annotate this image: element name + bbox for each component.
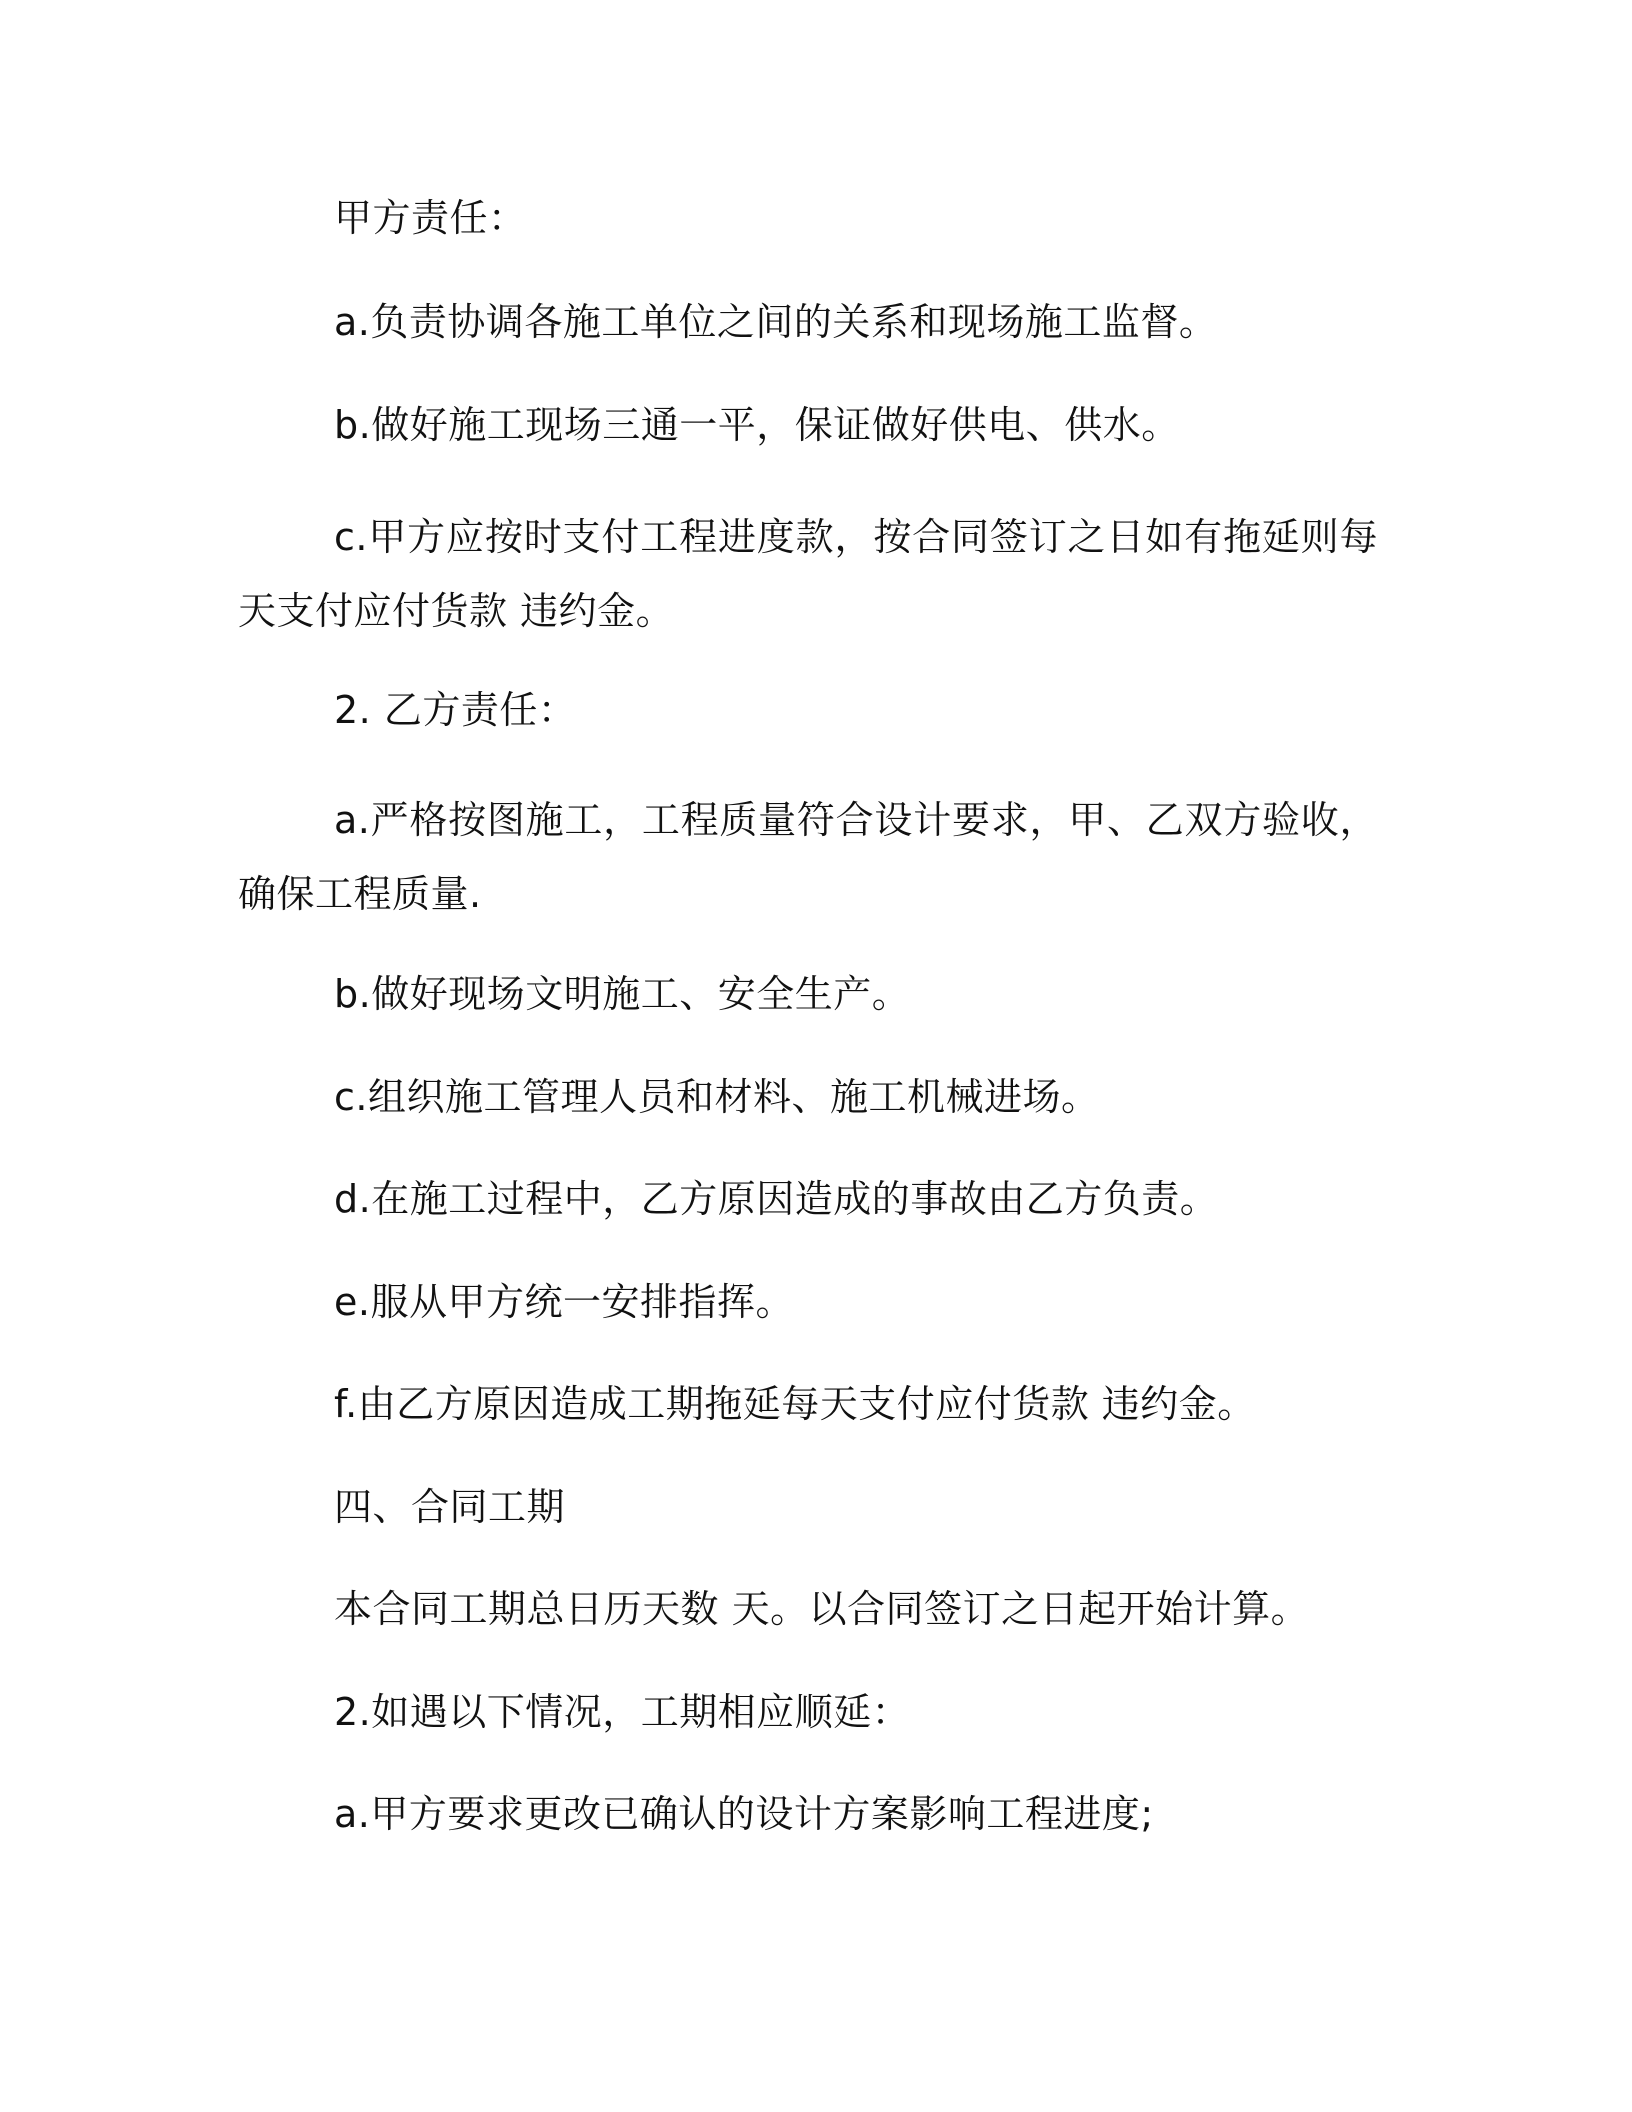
paragraph-party-a-item-c: c.甲方应按时支付工程进度款，按合同签订之日如有拖延则每天支付应付货款 违约金。 xyxy=(238,515,1378,633)
paragraph-contract-period-days: 本合同工期总日历天数 天。以合同签订之日起开始计算。 xyxy=(334,1587,1310,1631)
paragraph-party-b-item-c: c.组织施工管理人员和材料、施工机械进场。 xyxy=(334,1075,1100,1119)
section-contract-period-heading: 四、合同工期 xyxy=(334,1485,566,1529)
paragraph-party-b-item-d: d.在施工过程中，乙方原因造成的事故由乙方负责。 xyxy=(334,1177,1219,1221)
paragraph-party-b-item-b: b.做好现场文明施工、安全生产。 xyxy=(334,972,911,1016)
paragraph-party-b-heading: 2. 乙方责任： xyxy=(334,688,577,732)
paragraph-party-a-item-b: b.做好施工现场三通一平，保证做好供电、供水。 xyxy=(334,403,1180,447)
paragraph-extension-item-a: a.甲方要求更改已确认的设计方案影响工程进度; xyxy=(334,1792,1154,1836)
paragraph-party-b-item-f: f.由乙方原因造成工期拖延每天支付应付货款 违约金。 xyxy=(334,1382,1256,1426)
paragraph-party-a-item-a: a.负责协调各施工单位之间的关系和现场施工监督。 xyxy=(334,300,1218,344)
paragraph-extension-conditions: 2.如遇以下情况，工期相应顺延： xyxy=(334,1690,911,1734)
paragraph-party-b-item-e: e.服从甲方统一安排指挥。 xyxy=(334,1280,794,1324)
paragraph-party-b-item-a: a.严格按图施工，工程质量符合设计要求，甲、乙双方验收，确保工程质量. xyxy=(238,798,1378,916)
paragraph-party-a-heading: 甲方责任： xyxy=(334,196,527,240)
